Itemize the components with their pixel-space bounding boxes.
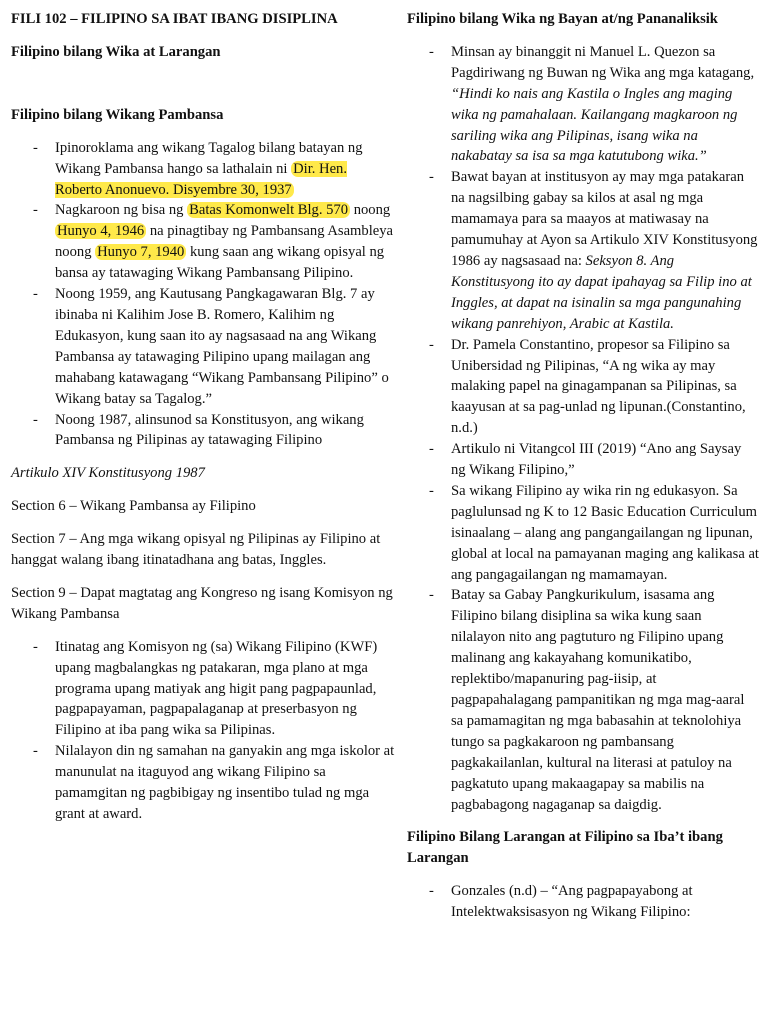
item-text: Noong 1987, alinsunod sa Konstitusyon, ang wikang Pambansa ng Pilipinas ay tatawaging Filipino (55, 411, 364, 449)
section-6: Section 6 – Wikang Pambansa ay Filipino (11, 498, 256, 515)
item-text: Artikulo ni Vitangcol III (2019) “Ano ang Saysay ng Wikang Filipino,” (451, 441, 742, 479)
highlight: Hunyo 4, 1946 (57, 223, 145, 240)
list-item (407, 167, 759, 334)
list-item (407, 335, 759, 440)
item-text: Minsan ay binanggit ni Manuel L. Quezon sa Pagdiriwang ng Buwan ng Wika ang mga katagang, (451, 43, 755, 81)
list-item (11, 741, 395, 825)
list-item (407, 42, 759, 167)
list-item (407, 481, 759, 586)
quote-text: Seksyon 8. Ang Konstitusyong ito ay dapat ipahayag sa Filip ino at Inggles, at dapat na isinalin sa mga pangunahing wikang panrehiyon, Arabic at Kastila. (451, 252, 752, 332)
list-item (11, 410, 395, 452)
quote-text: “Hindi ko nais ang Kastila o Ingles ang maging wika ng pamahalaan. Kailangang magkaroon ng sariling wika ang Pilipinas, isang wika na nakabatay sa isa sa mga katutubong wika.” (451, 85, 738, 165)
list-item (11, 138, 395, 201)
list-item (11, 284, 395, 409)
larangan-list (407, 881, 759, 923)
list-item (11, 637, 395, 742)
list-item (407, 881, 759, 923)
highlight: Dir. Hen. Roberto Anonuevo. Disyembre 30, 1937 (55, 160, 348, 198)
list-item (407, 439, 759, 481)
artikulo-heading (11, 463, 395, 484)
item-text: Nagkaroon ng bisa ng (55, 202, 188, 219)
item-text: Gonzales (n.d) – “Ang pagpapayabong at Intelektwaksisasyon ng Wikang Filipino: (451, 883, 693, 921)
heading-larangan: Filipino Bilang Larangan at Filipino sa Iba’t ibang Larangan (407, 829, 723, 867)
item-text: na pinagtibay ng Pambansang Asambleya noong (55, 223, 393, 261)
item-text: Batay sa Gabay Pangkurikulum, isasama ang Filipino bilang disiplina sa wika kung saan nilalayon nito ang pagtuturo ng Filipino upang malinang ang kakayahang komunikatibo, replektibo/mapanuring pag-iisip, at pagpapahalagang pampanitikan ng mga mag-aaral sa pamamagitan ng mga babasahin at teknolohiya tungo sa pagkakaroon ng pambansang pagkakailanlan, kultural na literasi at patuloy na pagkatuto upang makaagapay sa mabilis na pagbabagong nagaganap sa daigdig. (451, 587, 745, 813)
right-column (407, 9, 759, 923)
item-text: Ipinoroklama ang wikang Tagalog bilang batayan ng Wikang Pambansa hango sa lathalain ni (55, 139, 363, 177)
item-text: Bawat bayan at institusyon ay may mga patakaran na nagsilbing gabay sa kilos at asal ng mga mamamaya para sa maayos at matiwasay na pamumuhay at Ayon sa Artikulo XIV Konstitusyong 1986 ay nagsasaad na: (451, 169, 758, 269)
document-title: FILI 102 – FILIPINO SA IBAT IBANG DISIPLINA (11, 11, 338, 27)
section-9: Section 9 – Dapat magtatag ang Kongreso ng isang Komisyon ng Wikang Pambansa (11, 584, 393, 622)
artikulo-text: Artikulo XIV Konstitusyong 1987 (11, 465, 205, 482)
list-item (407, 585, 759, 815)
komisyon-list (11, 637, 395, 825)
highlight: Batas Komonwelt Blg. 570 (189, 202, 349, 219)
left-column (11, 9, 395, 825)
heading-wikang-pambansa: Filipino bilang Wikang Pambansa (11, 106, 224, 123)
bayan-list (407, 42, 759, 816)
section-7: Section 7 – Ang mga wikang opisyal ng Pilipinas ay Filipino at hanggat walang ibang itinatadhana ang batas, Inggles. (11, 531, 381, 569)
item-text: Noong 1959, ang Kautusang Pangkagawaran Blg. 7 ay ibinaba ni Kalihim Jose B. Romero, Kalihim ng Edukasyon, kung saan ito ay nagsasaad na ang Wikang Pambansa ay tatawaging Pilipino upang mailagan ang mahabang katawagang “Wikang Pambansang Pilipino” o Wikang batay sa Tagalog.” (55, 286, 389, 407)
item-text: Sa wikang Filipino ay wika rin ng edukasyon. Sa paglulunsad ng K to 12 Basic Education Curriculum isinaalang – alang ang pangangailangan ng lipunan, global at local na pamayanan maging ang kalikasa at ang pangagailangan ng mamamayan. (451, 482, 759, 583)
highlight: Hunyo 7, 1940 (97, 244, 185, 261)
heading-wika-ng-bayan: Filipino bilang Wika ng Bayan at/ng Pananaliksik (407, 11, 718, 27)
heading-wika-at-larangan: Filipino bilang Wika at Larangan (11, 43, 221, 60)
list-item (11, 200, 395, 284)
pambansa-list (11, 138, 395, 452)
item-text: Nilalayon din ng samahan na ganyakin ang mga iskolor at manunulat na itaguyod ang wikang Filipino sa pamamgitan ng pagbibigay ng insentibo tulad ng mga grant at award. (55, 743, 395, 822)
item-text: Dr. Pamela Constantino, propesor sa Filipino sa Unibersidad ng Pilipinas, “A ng wika ay may malaking papel na ginagampanan sa Pilipinas, sa kaayusan at sa pag-unlad ng lipunan.(Constantino, n.d.) (451, 336, 746, 437)
item-text: Itinatag ang Komisyon ng (sa) Wikang Filipino (KWF) upang magbalangkas ng patakaran, mga plano at mga programa upang matiyak ang higit pang pagpapaunlad, pagpapayaman, pagpapalaganap at preserbasyon ng Filipino at iba pang wika sa Pilipinas. (55, 638, 378, 739)
item-text: kung saan ang wikang opisyal ng bansa ay tatawaging Wikang Pambansang Pilipino. (55, 244, 385, 282)
item-text: noong (350, 202, 391, 219)
